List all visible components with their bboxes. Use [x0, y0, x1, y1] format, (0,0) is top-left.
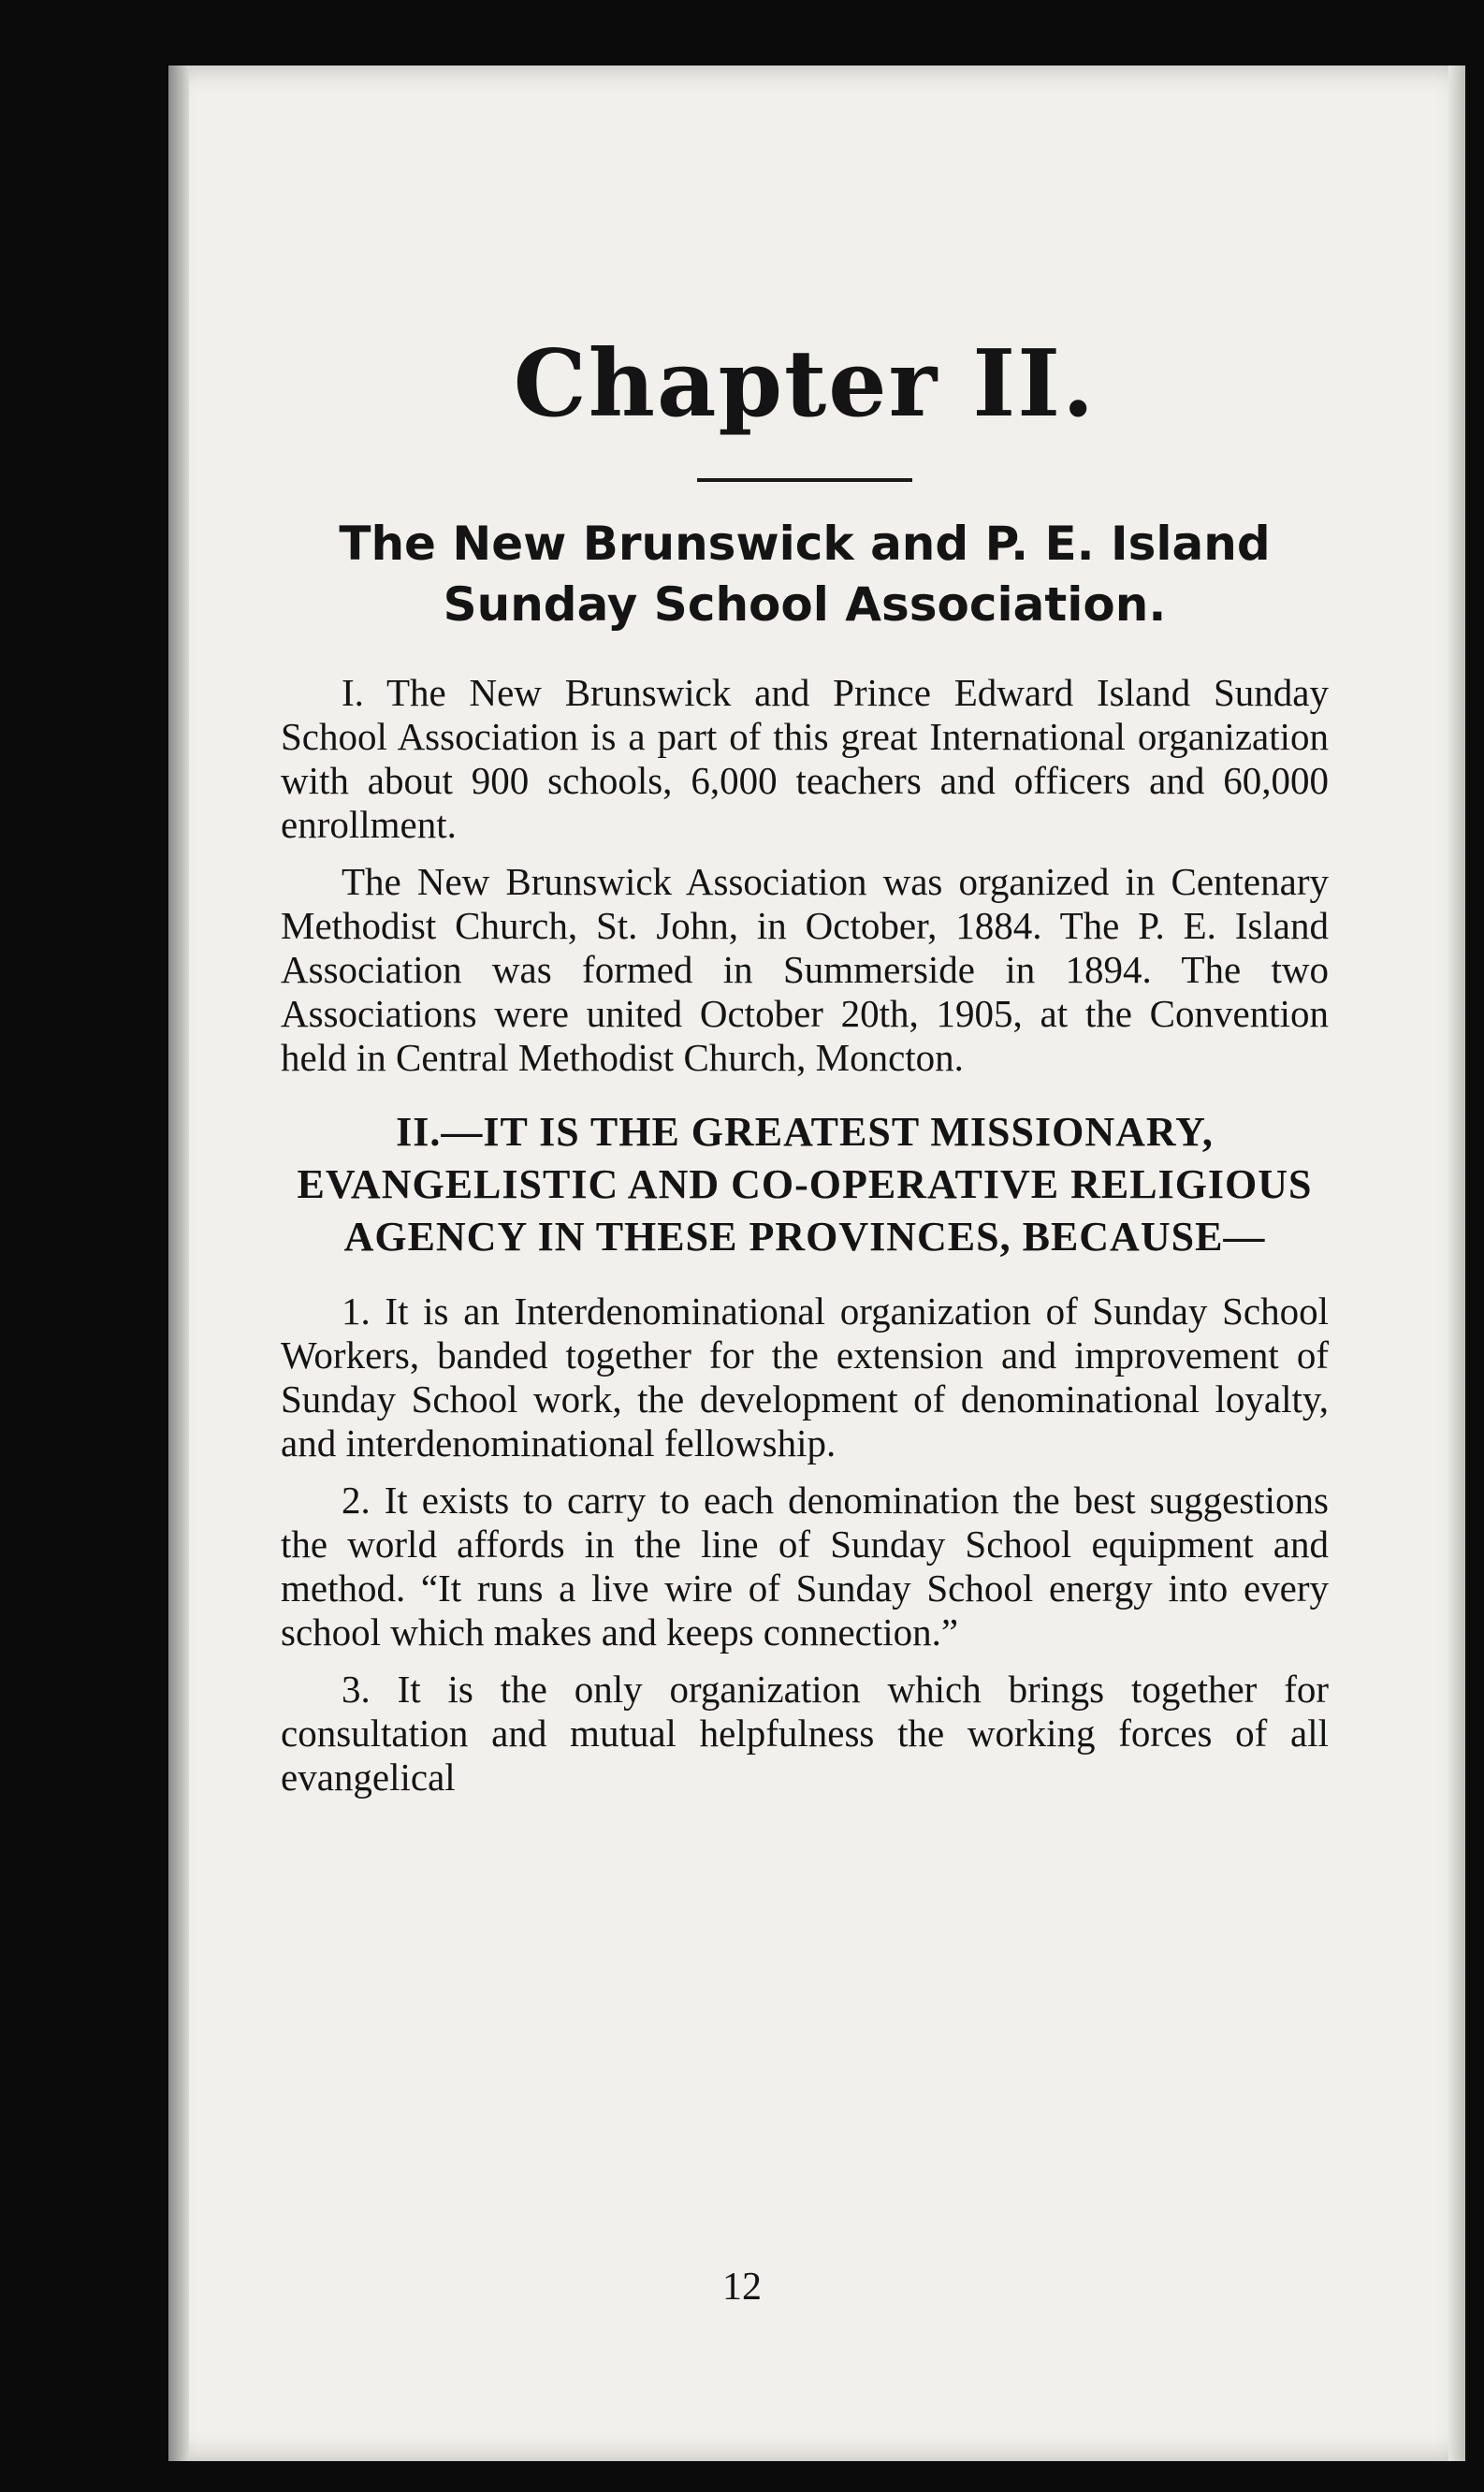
title-divider [697, 478, 912, 482]
paragraph-intro-2: The New Brunswick Association was organized in Centenary Methodist Church, St. John, in October, 1884. The P. E. Island Association was formed in Summerside in 1894. The two Associations were united October 20th, 1905, at the Convention held in Central Methodist Church, Moncton. [281, 859, 1329, 1079]
paragraph-reason-3: 3. It is the only organization which brings together for consultation and mutual helpfulness the working forces of all evangelical [281, 1667, 1329, 1799]
association-title-line-1: The New Brunswick and P. E. Island [339, 516, 1271, 571]
section-heading: II.—IT IS THE GREATEST MISSIONARY, EVANGELISTIC AND CO-OPERATIVE RELIGIOUS AGENCY IN THESE PROVINCES, BECAUSE— [297, 1108, 1313, 1260]
page-edge [1448, 66, 1465, 2461]
association-title-line-2: Sunday School Association. [443, 576, 1167, 632]
page-number: 12 [722, 2266, 762, 2309]
paragraph-intro-1: I. The New Brunswick and Prince Edward Island Sunday School Association is a part of this great International organization with about 900 schools, 6,000 teachers and officers and 60,000 enrollment. [281, 670, 1329, 846]
chapter-title: Chapter II. [513, 330, 1097, 438]
page-gutter [168, 66, 189, 2461]
association-title [281, 514, 1329, 635]
page-content [281, 330, 1329, 1813]
paragraph-reason-2: 2. It exists to carry to each denomination the best suggestions the world affords in the line of Sunday School equipment and method. “It runs a live wire of Sunday School energy into every school which makes and keeps connection.” [281, 1478, 1329, 1654]
paragraph-reason-1: 1. It is an Interdenominational organization of Sunday School Workers, banded together for the extension and improvement of Sunday School work, the development of denominational loyalty, and interdenominational fellowship. [281, 1289, 1329, 1465]
